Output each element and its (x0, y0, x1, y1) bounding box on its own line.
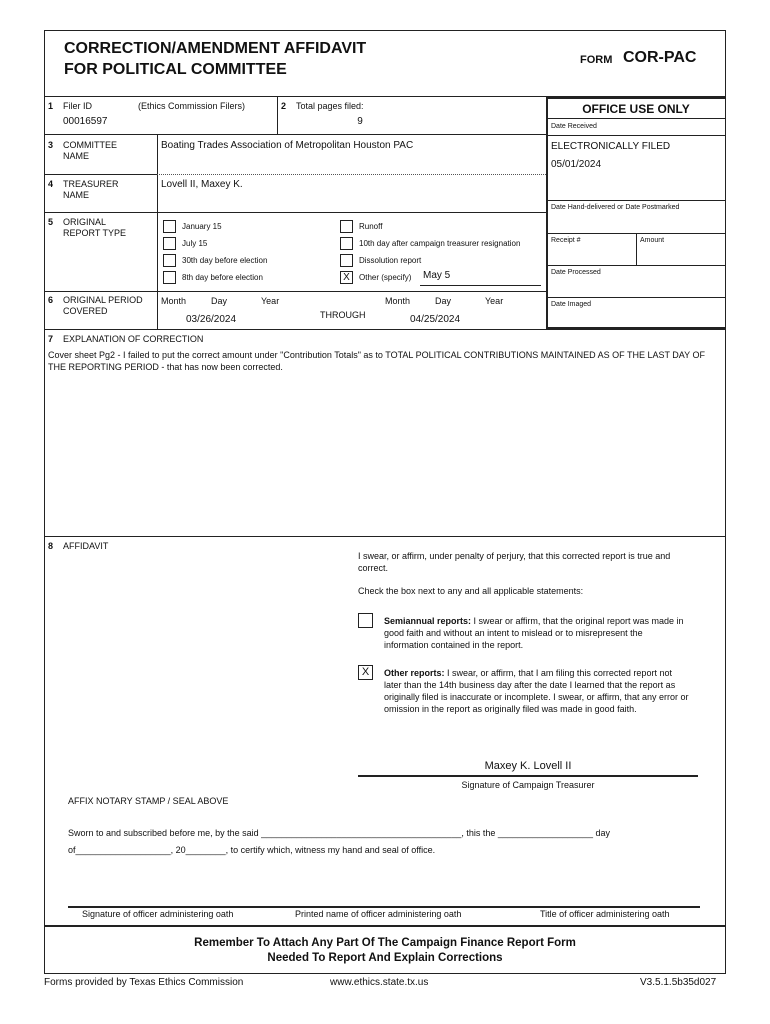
field3-label-line1: COMMITTEE (63, 140, 117, 150)
field4-number: 4 (48, 179, 54, 189)
affidavit-swear-text: I swear, or affirm, under penalty of perjury, that this corrected report is true and correct. (358, 551, 671, 573)
option-label-dissolution: Dissolution report (359, 256, 422, 265)
field1-label: Filer ID (63, 101, 92, 111)
option-label-july-15: July 15 (182, 239, 208, 248)
form-title-line2: FOR POLITICAL COMMITTEE (64, 61, 287, 78)
office-date-imaged-label: Date Imaged (551, 301, 592, 308)
office-use-box (546, 97, 726, 329)
field1-number: 1 (48, 101, 54, 111)
to-day-label: Day (435, 296, 452, 306)
other-specify-line (420, 285, 541, 286)
from-month-label: Month (161, 296, 187, 306)
officer-name-caption: Printed name of officer administering oath (295, 909, 462, 919)
footer-provider: Forms provided by Texas Ethics Commission (44, 977, 244, 988)
other-reports-title: Other reports: (384, 668, 445, 678)
field6-label-line2: COVERED (63, 306, 108, 316)
field2-number: 2 (281, 101, 287, 111)
officer-signature-caption: Signature of officer administering oath (82, 909, 234, 919)
option-label-10th-day-after: 10th day after campaign treasurer resignation (359, 239, 521, 248)
field7-label: EXPLANATION OF CORRECTION (63, 334, 204, 344)
checkbox-other[interactable]: X (340, 271, 353, 284)
office-divider (636, 233, 637, 265)
office-date-processed-label: Date Processed (551, 269, 601, 276)
office-divider (546, 265, 726, 266)
field1-note: (Ethics Commission Filers) (138, 101, 246, 111)
reminder-divider (44, 925, 726, 927)
checkbox-dissolution[interactable] (340, 254, 353, 267)
affidavit-check-text: Check the box next to any and all applicable statements: (358, 586, 584, 596)
form-code-prefix: FORM (580, 54, 613, 66)
form-code: COR-PAC (623, 49, 697, 66)
other-reports-text: I swear, or affirm, that I am filing this corrected report not later than the 14th business day after the date I learned that the report as originally filed is inaccurate or incomplete. I swear, or affirm, that any error or omission in the report as originally filed was made in good faith. (384, 668, 689, 714)
office-divider (546, 135, 726, 136)
semiannual-statement (384, 615, 684, 651)
sworn-line1: Sworn to and subscribed before me, by the said ________________________________________, this the ___________________ day (68, 828, 610, 838)
dotted-divider (157, 174, 546, 175)
option-label-runoff: Runoff (359, 222, 383, 231)
total-pages-value[interactable]: 9 (357, 116, 363, 127)
office-divider (546, 118, 726, 119)
other-specify-value[interactable]: May 5 (423, 270, 451, 281)
row-divider (44, 291, 546, 292)
field2-label: Total pages filed: (296, 101, 364, 111)
period-from-value[interactable]: 03/26/2024 (186, 314, 237, 325)
from-year-label: Year (261, 296, 280, 306)
field5-label-line1: ORIGINAL (63, 217, 107, 227)
field6-label-line1: ORIGINAL PERIOD (63, 295, 143, 305)
office-receipt-label: Receipt # (551, 237, 581, 244)
period-to-value[interactable]: 04/25/2024 (410, 314, 461, 325)
field4-label-line1: TREASURER (63, 179, 119, 189)
office-status-line2: 05/01/2024 (551, 159, 602, 170)
office-amount-label: Amount (640, 237, 665, 244)
other-reports-checkbox[interactable]: X (358, 665, 373, 680)
row-divider (44, 174, 157, 175)
field8-number: 8 (48, 541, 54, 551)
option-label-30th-day: 30th day before election (182, 256, 268, 265)
committee-name-value[interactable]: Boating Trades Association of Metropolitan Houston PAC (161, 140, 414, 151)
field7-number: 7 (48, 334, 54, 344)
row-divider (44, 329, 726, 330)
field6-number: 6 (48, 295, 54, 305)
row-divider (44, 536, 726, 537)
checkbox-10th-day-after[interactable] (340, 237, 353, 250)
field4-label-line2: NAME (63, 190, 90, 200)
field3-label-line2: NAME (63, 151, 90, 161)
through-label: THROUGH (320, 310, 366, 320)
option-label-january-15: January 15 (182, 222, 222, 231)
officer-signature-line (68, 906, 700, 908)
field8-label: AFFIDAVIT (63, 541, 109, 551)
checkbox-30th-day[interactable] (163, 254, 176, 267)
office-divider (546, 200, 726, 201)
field5-number: 5 (48, 217, 54, 227)
treasurer-signature[interactable]: Maxey K. Lovell II (484, 760, 572, 772)
notary-stamp-label: AFFIX NOTARY STAMP / SEAL ABOVE (68, 796, 229, 806)
reminder-line2: Needed To Report And Explain Corrections (267, 952, 503, 964)
option-label-other: Other (specify) (359, 273, 412, 282)
treasurer-name-value[interactable]: Lovell II, Maxey K. (161, 179, 243, 190)
office-use-title: OFFICE USE ONLY (582, 102, 690, 116)
checkbox-january-15[interactable] (163, 220, 176, 233)
to-year-label: Year (485, 296, 504, 306)
filer-id-value[interactable]: 00016597 (63, 116, 108, 127)
office-date-received-label: Date Received (551, 123, 597, 130)
checkbox-runoff[interactable] (340, 220, 353, 233)
checkbox-july-15[interactable] (163, 237, 176, 250)
reminder-line1: Remember To Attach Any Part Of The Campaign Finance Report Form (194, 937, 576, 949)
semiannual-checkbox[interactable] (358, 613, 373, 628)
row-divider (44, 134, 546, 135)
field5-label-line2: REPORT TYPE (63, 228, 127, 238)
to-month-label: Month (385, 296, 411, 306)
officer-title-caption: Title of officer administering oath (540, 909, 670, 919)
sworn-line2: of___________________, 20________, to certify which, witness my hand and seal of office. (68, 845, 436, 855)
from-day-label: Day (211, 296, 228, 306)
other-reports-statement (384, 667, 689, 715)
office-divider (546, 297, 726, 298)
signature-line (358, 775, 698, 777)
explanation-text[interactable]: Cover sheet Pg2 - I failed to put the correct amount under "Contribution Totals" as to TOTAL POLITICAL CONTRIBUTIONS MAINTAINED AS OF THE LAST DAY OF THE REPORTING PERIOD - that has now been corrected. (48, 350, 705, 372)
field-divider (277, 97, 278, 134)
office-date-hand-label: Date Hand-delivered or Date Postmarked (551, 204, 680, 211)
form-title-line1: CORRECTION/AMENDMENT AFFIDAVIT (64, 40, 367, 57)
row-divider (44, 212, 546, 213)
signature-caption: Signature of Campaign Treasurer (461, 780, 595, 790)
office-status-line1: ELECTRONICALLY FILED (551, 141, 671, 152)
label-column-divider (157, 134, 158, 329)
footer-version: V3.5.1.5b35d027 (640, 977, 717, 988)
footer-website[interactable]: www.ethics.state.tx.us (330, 977, 429, 988)
field3-number: 3 (48, 140, 54, 150)
semiannual-title: Semiannual reports: (384, 616, 472, 626)
option-label-8th-day: 8th day before election (182, 273, 263, 282)
semiannual-text: I swear or affirm, that the original report was made in good faith and without an intent to mislead or to misrepresent the information contained in the report. (384, 616, 684, 650)
checkbox-8th-day[interactable] (163, 271, 176, 284)
